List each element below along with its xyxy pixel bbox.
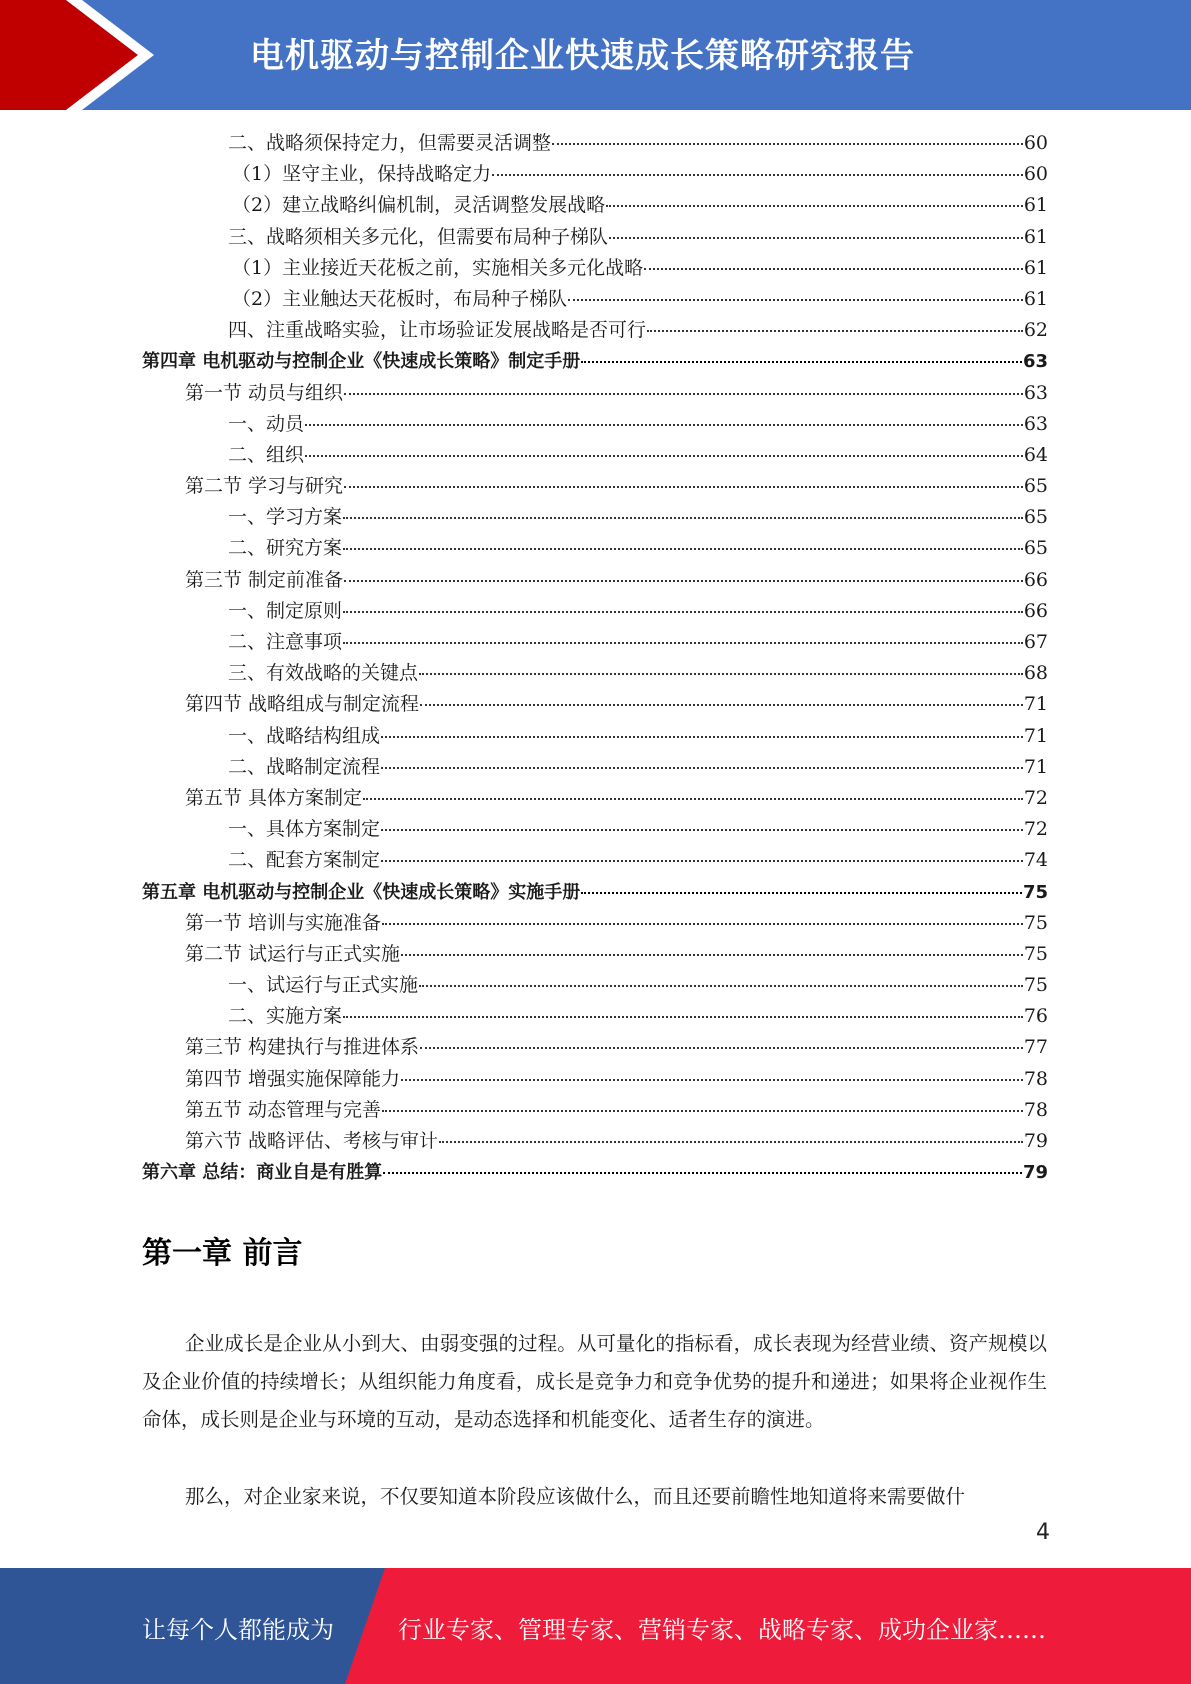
toc-entry-page: 79: [1023, 1130, 1048, 1152]
page-footer: [0, 1568, 1191, 1684]
footer-slogan-left: 让每个人都能成为: [142, 1616, 334, 1644]
toc-entry-title: 第一节 动员与组织: [185, 381, 344, 404]
toc-dot-leader: [419, 985, 1023, 987]
toc-entry-title: 第五章 电机驱动与控制企业《快速成长策略》实施手册: [142, 881, 581, 903]
toc-dot-leader: [382, 923, 1023, 925]
page-number: 4: [1036, 1520, 1050, 1545]
toc-entry[interactable]: [142, 1126, 1048, 1157]
toc-entry-page: 65: [1023, 475, 1048, 498]
toc-entry-title: 第六节 战略评估、考核与审计: [185, 1130, 439, 1152]
toc-entry[interactable]: [142, 128, 1048, 159]
toc-entry[interactable]: [142, 877, 1048, 908]
toc-entry-page: 63: [1022, 351, 1048, 373]
toc-dot-leader: [381, 829, 1023, 831]
toc-entry[interactable]: [142, 315, 1048, 346]
toc-entry-page: 60: [1023, 163, 1048, 186]
toc-dot-leader: [305, 424, 1023, 426]
toc-entry[interactable]: [142, 908, 1048, 939]
toc-entry-title: 第五节 动态管理与完善: [185, 1098, 382, 1121]
page-header: [0, 0, 1191, 110]
toc-entry-page: 76: [1023, 1005, 1048, 1028]
toc-entry-page: 72: [1023, 818, 1048, 841]
toc-entry-title: 第一节 培训与实施准备: [185, 911, 382, 934]
toc-entry-title: 第三节 构建执行与推进体系: [185, 1036, 420, 1059]
footer-slogan-right: 行业专家、管理专家、营销专家、战略专家、成功企业家……: [398, 1616, 1046, 1644]
toc-entry-title: 三、有效战略的关键点: [228, 662, 419, 685]
toc-dot-leader: [644, 268, 1023, 270]
toc-dot-leader: [343, 611, 1023, 613]
toc-entry[interactable]: [142, 814, 1048, 845]
toc-entry-title: 一、动员: [228, 412, 305, 435]
toc-dot-leader: [382, 1110, 1023, 1112]
toc-entry-title: 第二节 试运行与正式实施: [185, 942, 401, 965]
toc-entry-page: 75: [1023, 911, 1048, 934]
toc-dot-leader: [344, 486, 1023, 488]
toc-entry-title: 第六章 总结：商业自是有胜算: [142, 1162, 383, 1184]
toc-entry-page: 66: [1023, 599, 1048, 622]
toc-dot-leader: [381, 860, 1023, 862]
body-paragraph: 那么，对企业家来说，不仅要知道本阶段应该做什么，而且还要前瞻性地知道将来需要做什: [185, 1485, 966, 1508]
toc-entry-page: 60: [1023, 132, 1048, 154]
toc-dot-leader: [419, 673, 1023, 675]
toc-entry[interactable]: [142, 1064, 1048, 1095]
toc-entry-page: 61: [1023, 287, 1048, 310]
toc-entry-title: 二、配套方案制定: [228, 849, 381, 872]
toc-entry-page: 67: [1023, 631, 1048, 653]
toc-entry-page: 79: [1022, 1162, 1048, 1184]
toc-entry[interactable]: [142, 502, 1048, 533]
toc-entry-page: 71: [1023, 755, 1048, 778]
toc-entry-title: 一、学习方案: [228, 506, 343, 529]
toc-entry-page: 75: [1022, 881, 1048, 903]
toc-entry-page: 64: [1023, 443, 1048, 466]
toc-entry-title: 二、研究方案: [228, 537, 343, 560]
toc-entry-page: 71: [1023, 724, 1048, 747]
toc-dot-leader: [420, 704, 1023, 706]
toc-dot-leader: [343, 642, 1023, 644]
toc-entry[interactable]: [142, 565, 1048, 596]
toc-entry-title: 二、战略须保持定力，但需要灵活调整: [228, 132, 552, 154]
toc-entry[interactable]: [142, 533, 1048, 564]
toc-entry[interactable]: [142, 190, 1048, 221]
report-title: 电机驱动与控制企业快速成长策略研究报告: [250, 36, 915, 76]
toc-entry[interactable]: [142, 845, 1048, 876]
toc-entry-page: 75: [1023, 974, 1048, 997]
toc-entry-title: 二、注意事项: [228, 631, 343, 653]
toc-entry-title: 一、制定原则: [228, 599, 343, 622]
toc-entry[interactable]: [142, 596, 1048, 627]
toc-entry-page: 72: [1023, 786, 1048, 809]
toc-entry[interactable]: [142, 783, 1048, 814]
toc-entry[interactable]: [142, 1157, 1048, 1188]
toc-dot-leader: [439, 1141, 1023, 1143]
toc-entry-title: （2）主业触达天花板时，布局种子梯队: [232, 287, 568, 310]
toc-entry[interactable]: [142, 721, 1048, 752]
toc-entry-title: 第四节 战略组成与制定流程: [185, 693, 420, 716]
toc-dot-leader: [343, 1016, 1023, 1018]
toc-entry-title: （1）主业接近天花板之前，实施相关多元化战略: [232, 256, 644, 279]
toc-dot-leader: [581, 361, 1022, 363]
toc-entry-title: 第二节 学习与研究: [185, 475, 344, 498]
toc-entry[interactable]: [142, 689, 1048, 720]
toc-dot-leader: [363, 798, 1023, 800]
toc-entry-title: 三、战略须相关多元化，但需要布局种子梯队: [228, 225, 609, 248]
toc-entry-page: 62: [1023, 319, 1048, 342]
toc-dot-leader: [420, 1047, 1023, 1049]
toc-entry-page: 74: [1023, 849, 1048, 872]
toc-dot-leader: [647, 330, 1023, 332]
toc-entry-page: 65: [1023, 537, 1048, 560]
toc-entry-title: 二、实施方案: [228, 1005, 343, 1028]
toc-dot-leader: [305, 455, 1023, 457]
toc-entry-title: 第三节 制定前准备: [185, 568, 344, 591]
toc-entry[interactable]: [142, 970, 1048, 1001]
toc-entry-page: 71: [1023, 693, 1048, 716]
toc-entry-page: 78: [1023, 1067, 1048, 1090]
toc-entry-title: 四、注重战略实验，让市场验证发展战略是否可行: [228, 319, 647, 342]
toc-entry-page: 61: [1023, 256, 1048, 279]
toc-entry[interactable]: [142, 471, 1048, 502]
toc-entry[interactable]: [142, 346, 1048, 377]
toc-entry-page: 78: [1023, 1098, 1048, 1121]
toc-dot-leader: [568, 299, 1023, 301]
toc-entry-title: 二、组织: [228, 443, 305, 466]
toc-entry[interactable]: [142, 939, 1048, 970]
toc-dot-leader: [383, 1172, 1022, 1174]
chapter-title: 第一章 前言: [142, 1236, 303, 1271]
toc-entry[interactable]: [142, 1001, 1048, 1032]
toc-entry[interactable]: [142, 159, 1048, 190]
toc-dot-leader: [343, 548, 1023, 550]
toc-dot-leader: [609, 237, 1023, 239]
toc-entry-title: 一、试运行与正式实施: [228, 974, 419, 997]
toc-entry[interactable]: [142, 284, 1048, 315]
toc-entry[interactable]: [142, 253, 1048, 284]
toc-entry[interactable]: [142, 409, 1048, 440]
toc-dot-leader: [344, 580, 1023, 582]
toc-dot-leader: [344, 393, 1023, 395]
toc-entry[interactable]: [142, 1095, 1048, 1126]
toc-entry[interactable]: [142, 658, 1048, 689]
toc-dot-leader: [492, 174, 1023, 176]
toc-entry-page: 66: [1023, 568, 1048, 591]
toc-entry-page: 75: [1023, 942, 1048, 965]
toc-dot-leader: [552, 143, 1023, 145]
toc-dot-leader: [401, 1079, 1023, 1081]
toc-entry[interactable]: [142, 1032, 1048, 1063]
toc-entry[interactable]: [142, 627, 1048, 658]
toc-dot-leader: [343, 517, 1023, 519]
toc-dot-leader: [606, 205, 1023, 207]
toc-entry[interactable]: [142, 222, 1048, 253]
toc-dot-leader: [581, 892, 1022, 894]
toc-entry-page: 65: [1023, 506, 1048, 529]
toc-entry-page: 63: [1023, 381, 1048, 404]
toc-entry-page: 61: [1023, 225, 1048, 248]
toc-entry-page: 77: [1023, 1036, 1048, 1059]
toc-entry[interactable]: [142, 378, 1048, 409]
toc-entry-title: 一、具体方案制定: [228, 818, 381, 841]
table-of-contents: [142, 128, 1048, 1188]
toc-entry-title: （1）坚守主业，保持战略定力: [232, 163, 492, 186]
toc-entry-title: 一、战略结构组成: [228, 724, 381, 747]
toc-entry-title: 第四节 增强实施保障能力: [185, 1067, 401, 1090]
toc-entry-page: 63: [1023, 412, 1048, 435]
toc-entry-page: 68: [1023, 662, 1048, 685]
toc-entry-page: 61: [1023, 194, 1048, 217]
body-paragraph: 企业成长是企业从小到大、由弱变强的过程。从可量化的指标看，成长表现为经营业绩、资产规模以及企业价值的持续增长；从组织能力角度看，成长是竞争力和竞争优势的提升和递进；如果将企业视作生命体，成长则是企业与环境的互动，是动态选择和机能变化、适者生存的演进。: [142, 1332, 1047, 1431]
toc-dot-leader: [381, 736, 1023, 738]
toc-entry-title: 二、战略制定流程: [228, 755, 381, 778]
toc-dot-leader: [381, 767, 1023, 769]
toc-entry-title: 第四章 电机驱动与控制企业《快速成长策略》制定手册: [142, 351, 581, 373]
toc-entry[interactable]: [142, 440, 1048, 471]
toc-entry-title: （2）建立战略纠偏机制，灵活调整发展战略: [232, 194, 606, 217]
toc-entry[interactable]: [142, 752, 1048, 783]
toc-entry-title: 第五节 具体方案制定: [185, 786, 363, 809]
toc-dot-leader: [401, 954, 1023, 956]
